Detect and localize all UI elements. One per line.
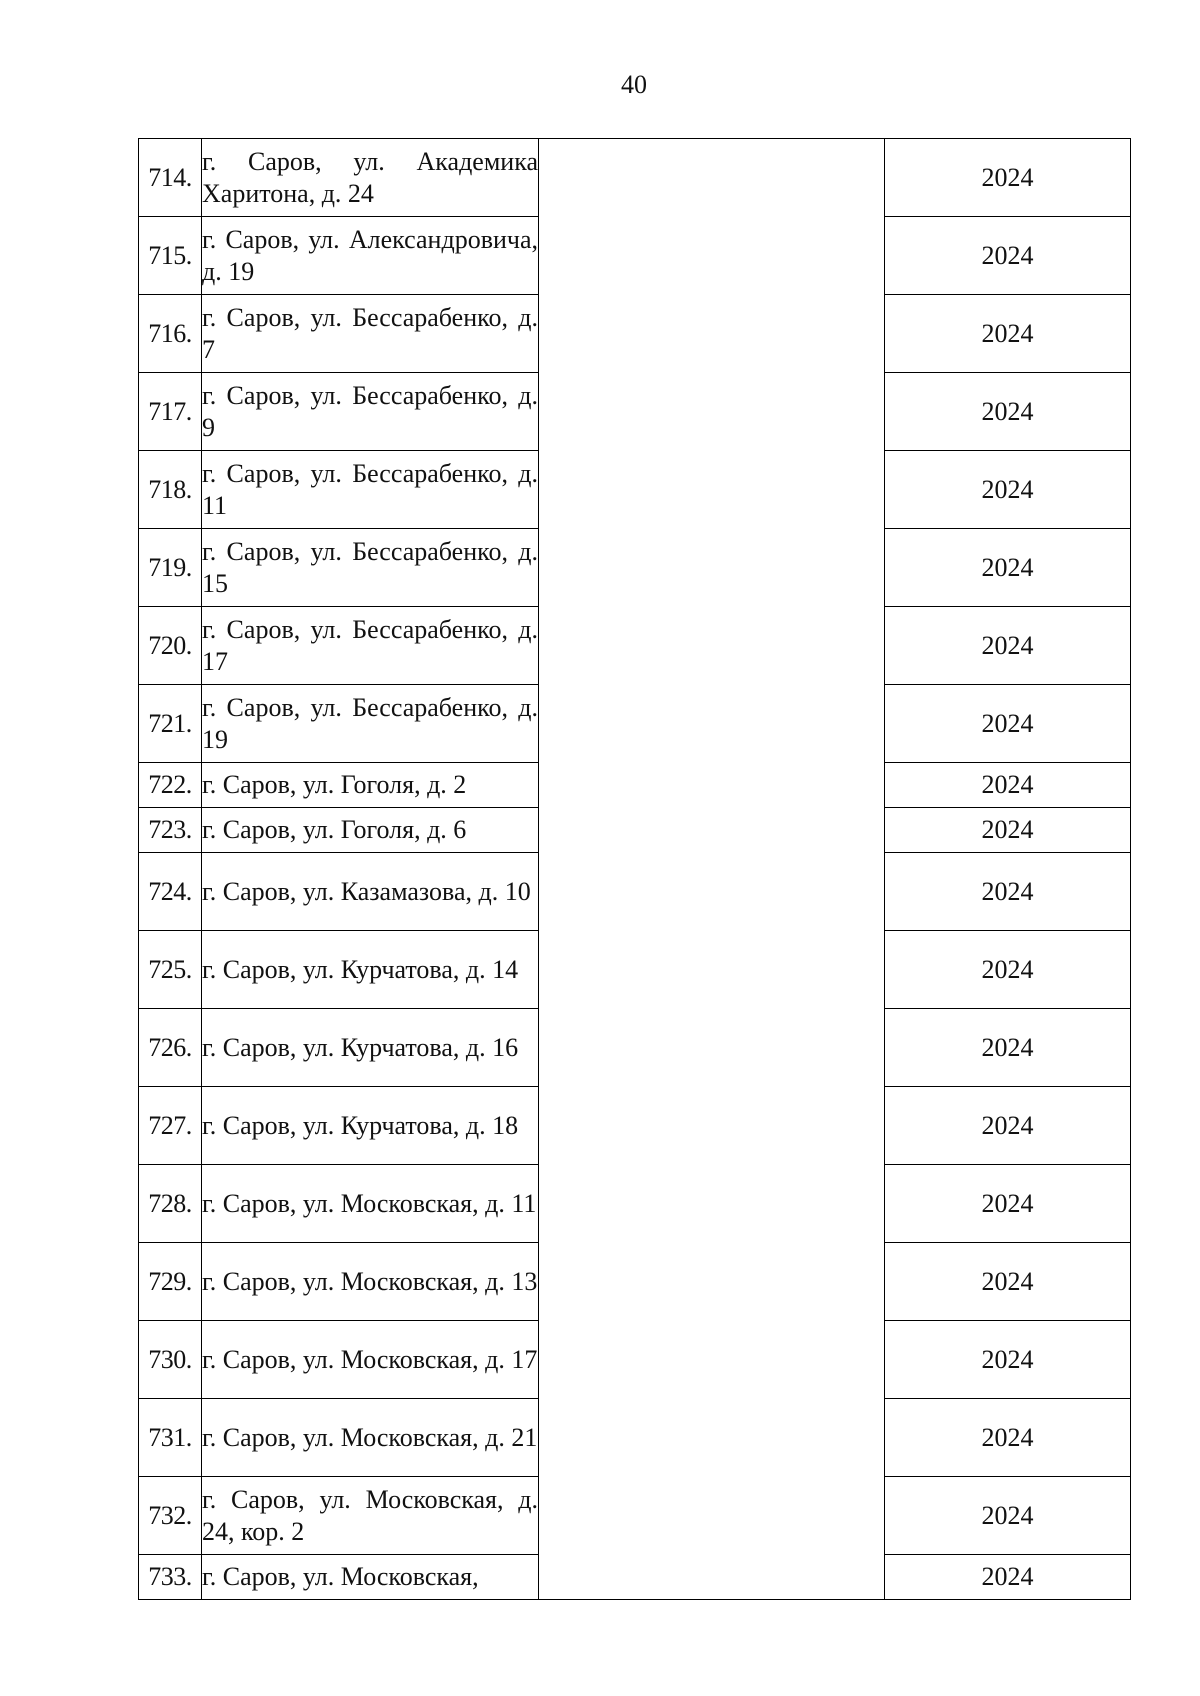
row-address: г. Саров, ул. Бессарабенко, д. 15 xyxy=(202,529,539,607)
row-address: г. Саров, ул. Бессарабенко, д. 7 xyxy=(202,295,539,373)
page-number: 40 xyxy=(621,70,647,99)
row-number: 718. xyxy=(139,451,202,529)
row-number: 728. xyxy=(139,1165,202,1243)
row-number: 719. xyxy=(139,529,202,607)
row-address: г. Саров, ул. Московская, xyxy=(202,1555,539,1600)
row-address: г. Саров, ул. Московская, д. 17 xyxy=(202,1321,539,1399)
row-number: 725. xyxy=(139,931,202,1009)
empty-column-cell xyxy=(539,139,885,1600)
row-number: 722. xyxy=(139,763,202,808)
row-number: 732. xyxy=(139,1477,202,1555)
row-number: 730. xyxy=(139,1321,202,1399)
row-address: г. Саров, ул. Бессарабенко, д. 9 xyxy=(202,373,539,451)
row-address: г. Саров, ул. Бессарабенко, д. 11 xyxy=(202,451,539,529)
row-number: 714. xyxy=(139,139,202,217)
row-year: 2024 xyxy=(885,139,1131,217)
row-year: 2024 xyxy=(885,853,1131,931)
row-year: 2024 xyxy=(885,1243,1131,1321)
row-address: г. Саров, ул. Московская, д. 13 xyxy=(202,1243,539,1321)
row-number: 729. xyxy=(139,1243,202,1321)
row-address: г. Саров, ул. Казамазова, д. 10 xyxy=(202,853,539,931)
row-number: 723. xyxy=(139,808,202,853)
row-address: г. Саров, ул. Александровича, д. 19 xyxy=(202,217,539,295)
row-year: 2024 xyxy=(885,1009,1131,1087)
row-number: 733. xyxy=(139,1555,202,1600)
row-year: 2024 xyxy=(885,808,1131,853)
row-year: 2024 xyxy=(885,1399,1131,1477)
row-year: 2024 xyxy=(885,373,1131,451)
row-number: 715. xyxy=(139,217,202,295)
row-year: 2024 xyxy=(885,295,1131,373)
row-number: 717. xyxy=(139,373,202,451)
row-address: г. Саров, ул. Московская, д. 11 xyxy=(202,1165,539,1243)
row-year: 2024 xyxy=(885,763,1131,808)
row-number: 731. xyxy=(139,1399,202,1477)
row-address: г. Саров, ул. Академика Харитона, д. 24 xyxy=(202,139,539,217)
row-year: 2024 xyxy=(885,1477,1131,1555)
row-number: 726. xyxy=(139,1009,202,1087)
row-year: 2024 xyxy=(885,1555,1131,1600)
row-year: 2024 xyxy=(885,1321,1131,1399)
row-number: 721. xyxy=(139,685,202,763)
table-row xyxy=(139,139,1131,217)
row-number: 727. xyxy=(139,1087,202,1165)
row-address: г. Саров, ул. Бессарабенко, д. 19 xyxy=(202,685,539,763)
row-address: г. Саров, ул. Курчатова, д. 18 xyxy=(202,1087,539,1165)
row-address: г. Саров, ул. Бессарабенко, д. 17 xyxy=(202,607,539,685)
row-address: г. Саров, ул. Курчатова, д. 14 xyxy=(202,931,539,1009)
row-year: 2024 xyxy=(885,529,1131,607)
row-address: г. Саров, ул. Московская, д. 24, кор. 2 xyxy=(202,1477,539,1555)
row-address: г. Саров, ул. Курчатова, д. 16 xyxy=(202,1009,539,1087)
row-address: г. Саров, ул. Гоголя, д. 6 xyxy=(202,808,539,853)
row-year: 2024 xyxy=(885,451,1131,529)
row-year: 2024 xyxy=(885,217,1131,295)
row-year: 2024 xyxy=(885,685,1131,763)
address-table xyxy=(138,138,1131,1600)
row-year: 2024 xyxy=(885,1165,1131,1243)
row-year: 2024 xyxy=(885,931,1131,1009)
row-year: 2024 xyxy=(885,607,1131,685)
row-year: 2024 xyxy=(885,1087,1131,1165)
row-number: 720. xyxy=(139,607,202,685)
row-number: 724. xyxy=(139,853,202,931)
row-address: г. Саров, ул. Гоголя, д. 2 xyxy=(202,763,539,808)
row-address: г. Саров, ул. Московская, д. 21 xyxy=(202,1399,539,1477)
row-number: 716. xyxy=(139,295,202,373)
